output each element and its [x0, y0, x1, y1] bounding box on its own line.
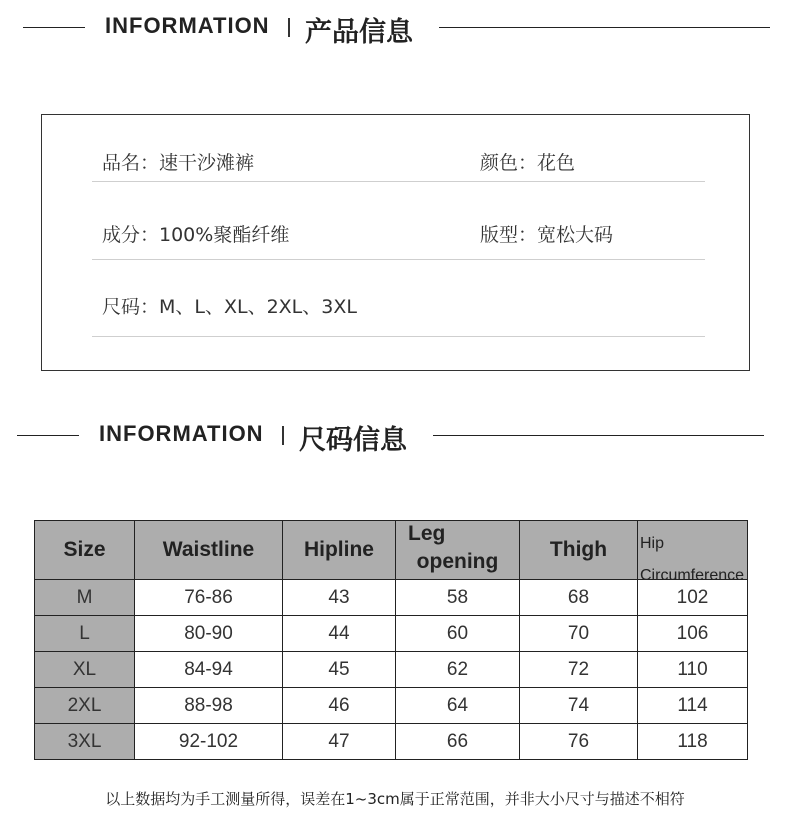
hip-header-line1: Hip	[640, 535, 665, 552]
cell-size: M	[35, 580, 135, 616]
col-header-hip-circumference	[638, 521, 748, 584]
col-header-waistline: Waistline	[135, 521, 283, 580]
table-row	[35, 616, 748, 652]
size-info-header	[0, 415, 790, 455]
cell-waistline: 76-86	[135, 580, 283, 616]
header-rule-left	[17, 435, 79, 436]
header-english-title: INFORMATION	[105, 13, 270, 38]
cell-thigh: 74	[520, 688, 638, 724]
cell-hip-circumference: 114	[638, 688, 748, 724]
size-chart-table	[34, 520, 748, 760]
cell-leg-opening: 58	[396, 580, 520, 616]
product-material: 成分：100%聚酯纤维	[102, 224, 290, 246]
header-rule-left	[23, 27, 85, 28]
cell-leg-opening: 62	[396, 652, 520, 688]
product-name: 品名：速干沙滩裤	[102, 152, 255, 174]
product-color: 颜色：花色	[480, 152, 576, 174]
col-header-leg-opening	[396, 521, 520, 580]
info-row-divider	[92, 181, 705, 182]
col-header-hipline: Hipline	[283, 521, 396, 580]
cell-thigh: 76	[520, 724, 638, 760]
table-row	[35, 724, 748, 760]
product-sizes: 尺码：M、L、XL、2XL、3XL	[102, 296, 357, 318]
header-english-title: INFORMATION	[99, 421, 264, 446]
cell-hipline: 43	[283, 580, 396, 616]
header-chinese-title: 尺码信息	[299, 425, 407, 456]
product-info-box	[41, 114, 750, 371]
cell-size: 2XL	[35, 688, 135, 724]
info-row-divider	[92, 336, 705, 337]
cell-size: 3XL	[35, 724, 135, 760]
cell-thigh: 68	[520, 580, 638, 616]
table-row	[35, 688, 748, 724]
cell-hipline: 46	[283, 688, 396, 724]
header-chinese-title: 产品信息	[305, 17, 413, 48]
cell-size: L	[35, 616, 135, 652]
cell-size: XL	[35, 652, 135, 688]
cell-leg-opening: 64	[396, 688, 520, 724]
cell-thigh: 70	[520, 616, 638, 652]
leg-header-line1: Leg	[408, 522, 446, 545]
table-row	[35, 652, 748, 688]
header-divider	[282, 426, 284, 445]
cell-hip-circumference: 118	[638, 724, 748, 760]
leg-header-line2: opening	[416, 550, 499, 573]
product-fit: 版型：宽松大码	[480, 224, 614, 246]
cell-hip-circumference: 106	[638, 616, 748, 652]
cell-hip-circumference: 110	[638, 652, 748, 688]
info-row-divider	[92, 259, 705, 260]
cell-hipline: 47	[283, 724, 396, 760]
cell-waistline: 92-102	[135, 724, 283, 760]
hip-header-line2: Circumference	[640, 567, 745, 584]
cell-thigh: 72	[520, 652, 638, 688]
header-divider	[288, 18, 290, 37]
cell-hip-circumference: 102	[638, 580, 748, 616]
measurement-footnote: 以上数据均为手工测量所得，误差在1~3cm属于正常范围，并非大小尺寸与描述不相符	[105, 790, 685, 808]
col-header-size: Size	[35, 521, 135, 580]
cell-leg-opening: 66	[396, 724, 520, 760]
header-rule-right	[439, 27, 770, 28]
cell-waistline: 80-90	[135, 616, 283, 652]
table-header-row	[35, 521, 748, 580]
cell-waistline: 84-94	[135, 652, 283, 688]
header-rule-right	[433, 435, 764, 436]
cell-waistline: 88-98	[135, 688, 283, 724]
product-info-header	[0, 7, 790, 47]
cell-leg-opening: 60	[396, 616, 520, 652]
cell-hipline: 44	[283, 616, 396, 652]
cell-hipline: 45	[283, 652, 396, 688]
size-table-body	[35, 580, 748, 760]
col-header-thigh: Thigh	[520, 521, 638, 580]
